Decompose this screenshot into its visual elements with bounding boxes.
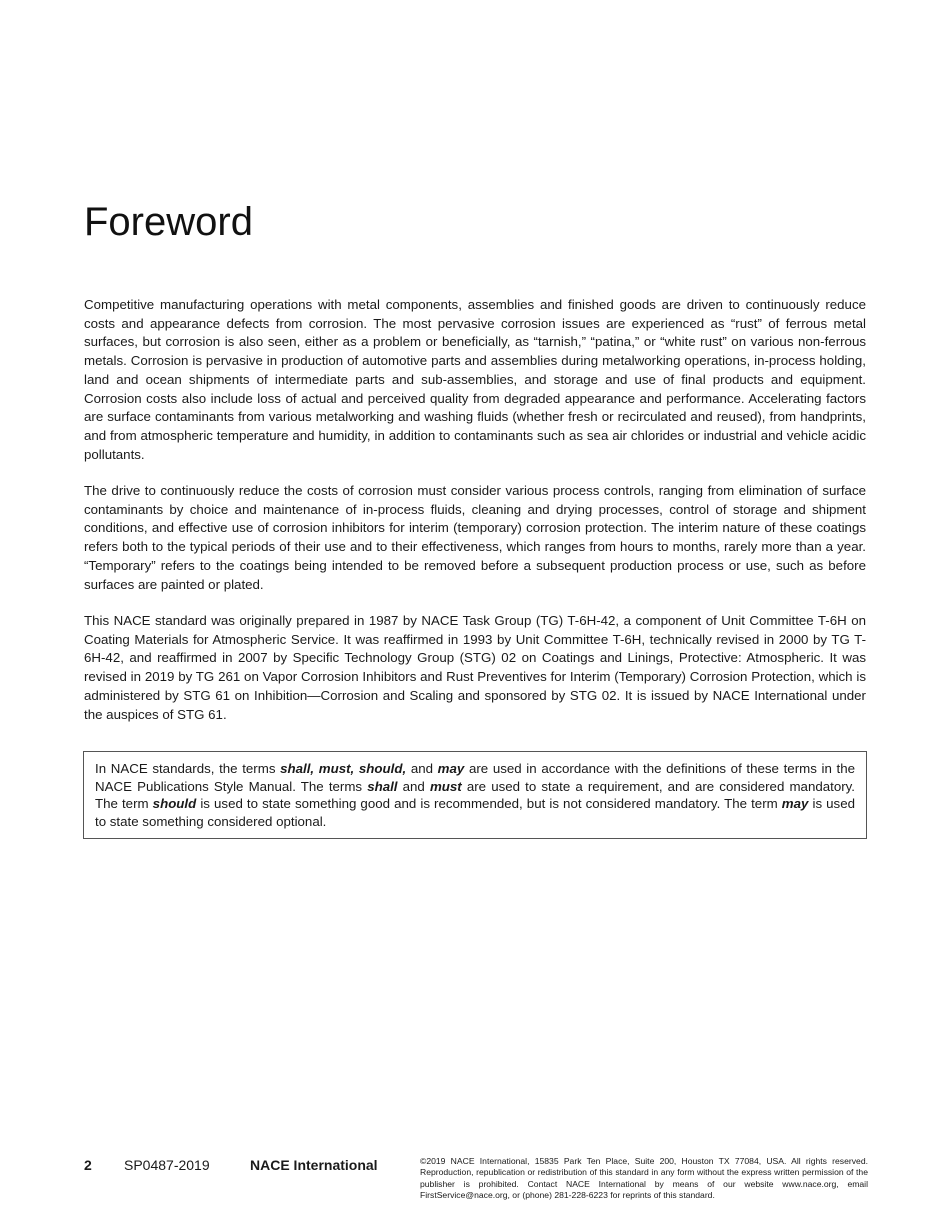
note-text: In NACE standards, the terms (95, 761, 281, 776)
note-text: and (397, 778, 430, 794)
note-text: is used to state something considered optional. (95, 796, 855, 829)
foreword-paragraph-2: The drive to continuously reduce the costs of corrosion must consider various process controls, ranging from elimination of surface contaminants by choice and maintenance of in-process fluids, cleaning and drying processes, control of storage and shipment conditions, and effective use of corrosion inhibitors for interim (temporary) corrosion protection. The interim nature of these coatings refers both to the typical periods of their use and to their effectiveness, which ranges from hours to months, rarely more than a year. “Temporary” refers to the coatings being intended to be removed before a subsequent production process or use, such as before surfaces are painted or plated. (84, 483, 866, 592)
note-term: may (781, 796, 809, 811)
note-term: should (152, 796, 197, 811)
note-term: shall, must, should, (280, 761, 407, 776)
organization-name: NACE International (250, 1157, 378, 1173)
note-text: are used to state a requirement, and are considered mandatory. The term (95, 778, 856, 811)
page-title: Foreword (84, 200, 253, 244)
note-term: may (437, 761, 465, 776)
document-id: SP0487-2019 (124, 1157, 210, 1173)
page-number: 2 (84, 1157, 92, 1173)
foreword-paragraph-3: This NACE standard was originally prepared in 1987 by NACE Task Group (TG) T-6H-42, a component of Unit Committee T-6H on Coating Materials for Atmospheric Service. It was reaffirmed in 1993 by Unit Committee T-6H, technically revised in 2000 by TG T-6H-42, and reaffirmed in 2007 by Specific Technology Group (STG) 02 on Coatings and Linings, Protective: Atmospheric. It was revised in 2019 by TG 261 on Vapor Corrosion Inhibitors and Rust Preventives for Interim (Temporary) Corrosion Protection, which is administered by STG 61 on Inhibition—Corrosion and Scaling and sponsored by STG 02. It is issued by NACE International under the auspices of STG 61. (84, 613, 866, 722)
note-term: must (429, 778, 462, 794)
note-text: and (406, 761, 438, 776)
note-text: are used in accordance with the definitions of these terms in the NACE Publications Style Manual. The terms (95, 761, 855, 794)
note-term: shall (367, 778, 398, 794)
foreword-paragraph-1: Competitive manufacturing operations with metal components, assemblies and finished goods are driven to continuously reduce costs and appearance defects from corrosion. The most pervasive corrosion issues are experienced as “rust” of ferrous metal surfaces, but corrosion is also seen, either as a problem or beneficially, as “tarnish,” “patina,” or “white rust” on various non-ferrous metals. Corrosion is pervasive in production of automotive parts and assemblies during metalworking operations, in-process holding, land and ocean shipments of intermediate parts and sub-assemblies, and storage and use of final products and equipment. Corrosion costs also include loss of actual and perceived quality from degraded appearance and performance. Accelerating factors are surface contaminants from various metalworking and washing fluids (whether fresh or recirculated and reused), from handprints, and from atmospheric temperature and humidity, in addition to contaminants such as sea air chlorides or industrial and vehicle acidic pollutants. (84, 297, 866, 462)
copyright-notice: ©2019 NACE International, 15835 Park Ten Place, Suite 200, Houston TX 77084, USA. All rights reserved. Reproduction, republication or redistribution of this standard in any form without the express written permission of the publisher is prohibited. Contact NACE International by means of our website www.nace.org, email FirstService@nace.org, or (phone) 281-228-6223 for reprints of this standard. (420, 1156, 868, 1201)
page-footer (84, 1156, 868, 1204)
terminology-note-box (83, 751, 867, 839)
note-text: is used to state something good and is recommended, but is not considered mandatory. The term (196, 796, 782, 811)
